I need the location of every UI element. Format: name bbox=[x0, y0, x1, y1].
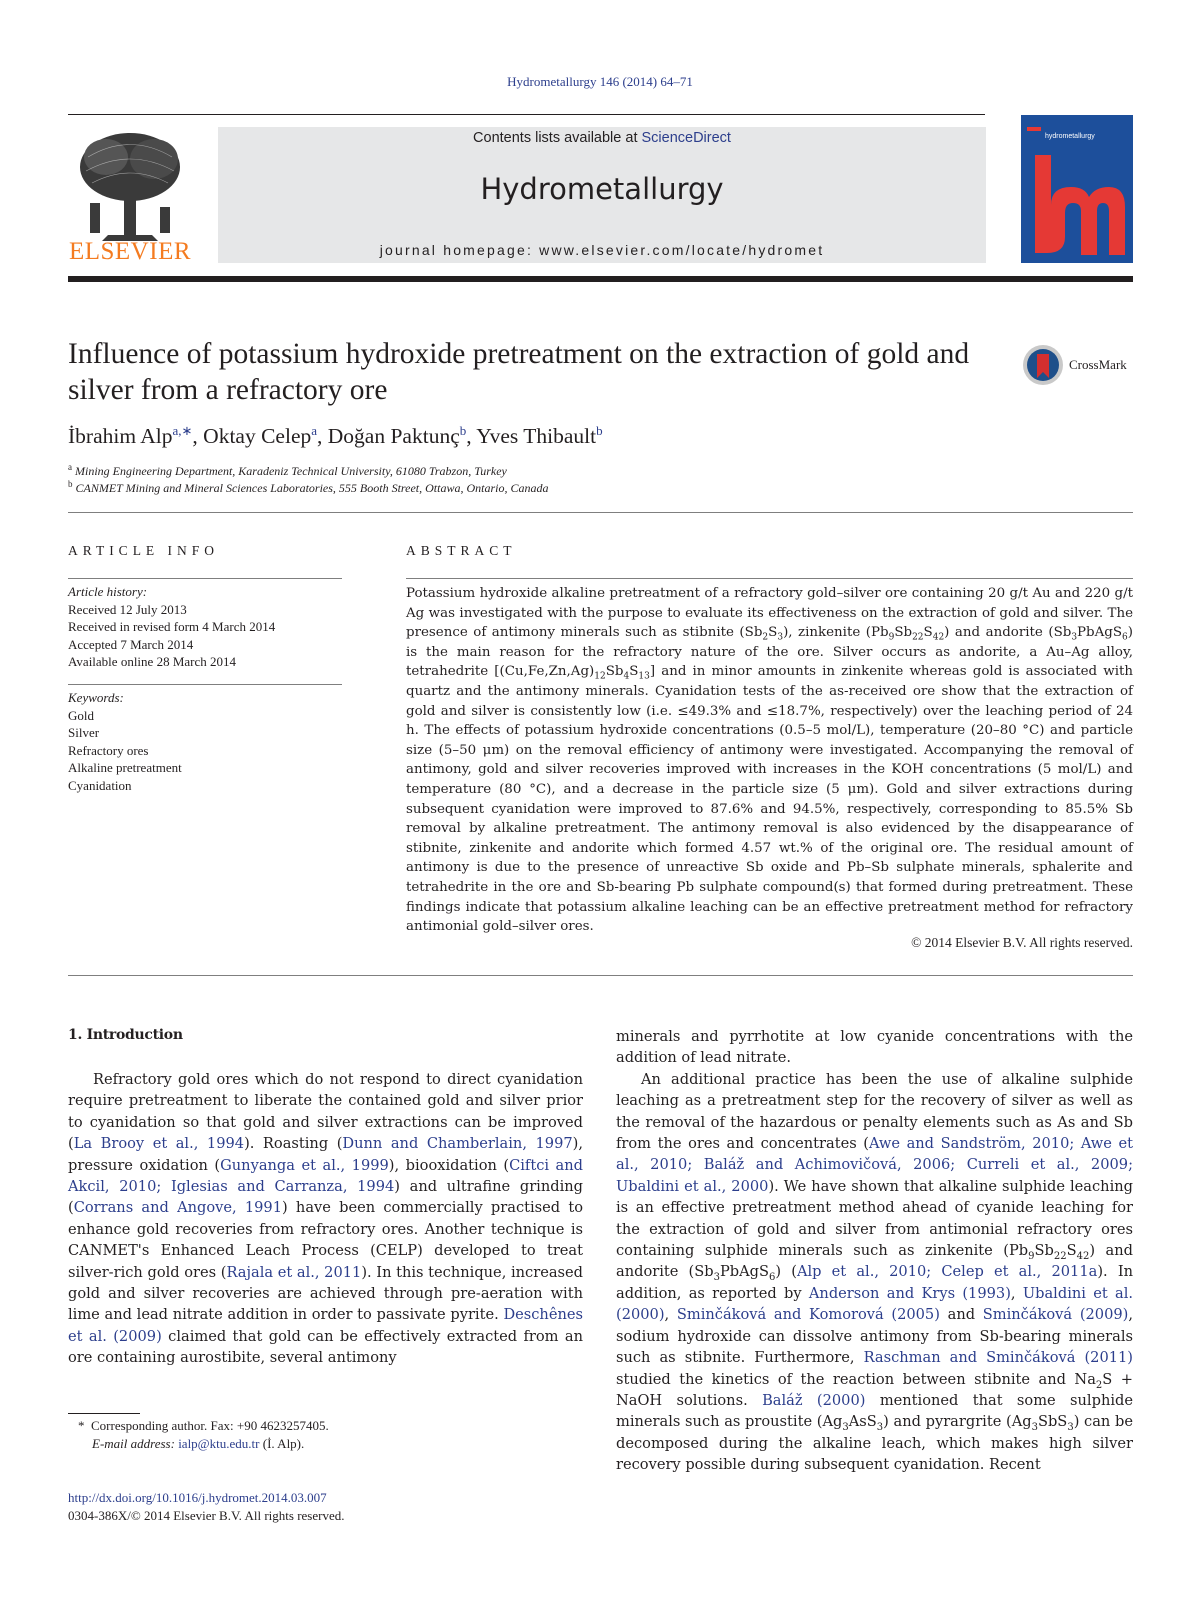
author-name: Yves Thibault bbox=[476, 424, 597, 449]
body-column-left: Refractory gold ores which do not respond to direct cyanidation require pretreatment to liberate the contained gold and silver prior to cyanidation so that gold and silver extractions can be improved (La Brooy et al., 1994). Roasting (Dunn and Chamberlain, 1997), pressure oxidation (Gunyanga et al., 1999), biooxidation (Ciftci and Akcil, 2010; Iglesias and Carranza, 1994) and ultrafine grinding (Corrans and Angove, 1991) have been commercially practised to enhance gold recoveries from refractory ores. Another technique is CANMET's Enhanced Leach Process (CELP) developed to treat silver-rich gold ores (Rajala et al., 2011). In this technique, increased gold and silver recoveries are achieved through pre-aeration with lime and lead nitrate addition in order to passivate pyrite. Deschênes et al. (2009) claimed that gold can be effectively extracted from an ore containing aurostibite, several antimony bbox=[68, 1071, 583, 1367]
abstract-rule-bottom bbox=[68, 975, 1133, 976]
journal-name: Hydrometallurgy bbox=[480, 172, 724, 206]
contents-prefix: Contents lists available at bbox=[473, 130, 642, 146]
footnote-corresponding-text: Corresponding author. Fax: +90 4623257405. bbox=[91, 1418, 329, 1433]
citation-link[interactable]: Alp et al., 2010; Celep et al., 2011a bbox=[796, 1263, 1098, 1281]
author-name: İbrahim Alp bbox=[68, 424, 173, 449]
email-label: E-mail address: bbox=[92, 1436, 175, 1451]
author-affiliation-mark[interactable]: b bbox=[596, 423, 603, 438]
keywords-list bbox=[68, 689, 342, 794]
keywords-label: Keywords: bbox=[68, 690, 124, 705]
article-info-rule bbox=[68, 578, 342, 579]
history-item: Received 12 July 2013 bbox=[68, 601, 187, 617]
abstract-copyright: © 2014 Elsevier B.V. All rights reserved. bbox=[911, 935, 1133, 950]
footnote-corresponding bbox=[78, 1418, 329, 1434]
doi-link[interactable]: http://dx.doi.org/10.1016/j.hydromet.2014.03.007 bbox=[68, 1490, 327, 1505]
citation-link[interactable]: Gunyanga et al., 1999 bbox=[220, 1156, 389, 1174]
citation-link[interactable]: Ubaldini et al. (2000) bbox=[616, 1284, 1134, 1324]
affiliation-rule bbox=[68, 512, 1133, 513]
keyword-item: Alkaline pretreatment bbox=[68, 760, 182, 775]
article-history bbox=[68, 583, 342, 671]
author-separator: , bbox=[466, 424, 477, 449]
crossmark-label[interactable]: CrossMark bbox=[1069, 357, 1127, 372]
email-link[interactable]: ialp@ktu.edu.tr bbox=[178, 1436, 260, 1451]
header-rule bbox=[68, 114, 985, 115]
affiliation-mark: b bbox=[68, 479, 73, 489]
abstract-text: Potassium hydroxide alkaline pretreatment of a refractory gold–silver ore containing 20 g/t Au and 220 g/t Ag was investigated with the purpose to evaluate its effectiveness on the extraction of gold and silver. The presence of antimony minerals such as stibnite $(Sb_2S_3)$, zinkenite $(Pb_9Sb_{22}S_{42})$ and andorite $(Sb_3PbAgS_6)$ is the main reason for the refractory nature of the ore. Silver occurs as andorite, a Au–Ag alloy, tetrahedrite $[(Cu,Fe,Zn,Ag)_{12}Sb_4S_{13}]$ and in minor amounts in zinkenite whereas gold is associated with quartz and the antimony minerals. Cyanidation tests of the as-received ore show that the extraction of gold and silver is consistently low (i.e. ≤49.3% and ≤18.7%, respectively) over the leaching period of 24 h. The effects of potassium hydroxide concentrations (0.5–5 mol/L), temperature (20–80 °C) and particle size (5–50 μm) on the removal efficiency of antimony were investigated. Accompanying the removal of antimony, gold and silver recoveries improved with increases in the KOH concentrations (5 mol/L) and temperature (80 °C), and a decrease in the particle size (5 μm). Gold and silver extractions during subsequent cyanidation were improved to 87.6% and 94.5%, respectively, corresponding to 85.5% Sb removal by alkaline pretreatment. The antimony removal is also evidenced by the disappearance of stibnite, zinkenite and andorite which formed 4.57 wt.% of the original ore. The residual amount of antimony is due to the presence of unreactive Sb oxide and Pb–Sb sulphate minerals, sphalerite and tetrahedrite in the ore and Sb-bearing Pb sulphate compound(s) that formed during pretreatment. These findings indicate that potassium alkaline leaching can be an effective pretreatment method for refractory antimonial gold–silver ores. bbox=[406, 586, 1134, 935]
contents-available-line bbox=[218, 130, 986, 146]
elsevier-wordmark: ELSEVIER bbox=[68, 238, 192, 265]
author-separator: , bbox=[192, 424, 204, 449]
affiliation-mark: a bbox=[68, 462, 72, 472]
affiliation-text: Mining Engineering Department, Karadeniz Technical University, 61080 Trabzon, Turkey bbox=[75, 464, 507, 478]
abstract-rule-top bbox=[406, 578, 1133, 579]
citation-link[interactable]: Dunn and Chamberlain, 1997 bbox=[342, 1135, 573, 1153]
keyword-item: Gold bbox=[68, 707, 94, 723]
affiliation-text: CANMET Mining and Mineral Sciences Laboratories, 555 Booth Street, Ottawa, Ontario, Canada bbox=[75, 481, 549, 495]
affiliation-b bbox=[68, 479, 549, 496]
abstract-heading: ABSTRACT bbox=[406, 543, 517, 558]
citation-link[interactable]: Baláž (2000) bbox=[762, 1391, 866, 1409]
citation-link[interactable]: Ciftci and Akcil, 2010; Iglesias and Carranza, 1994 bbox=[68, 1156, 583, 1196]
author-separator: , bbox=[317, 424, 328, 449]
cover-title: hydrometallurgy bbox=[1045, 133, 1095, 140]
body-column-right: minerals and pyrrhotite at low cyanide concentrations with the addition of lead nitrate. An additional practice has been the use of alkaline sulphide leaching as a pretreatment step for the recovery of silver as well as the removal of the hazardous or penalty elements such as As and Sb from the ores and concentrates (Awe and Sandström, 2010; Awe et al., 2010; Baláž and Achimovičová, 2006; Curreli et al., 2009; Ubaldini et al., 2000). We have shown that alkaline sulphide leaching is an effective pretreatment method ahead of cyanide leaching for the extraction of gold and silver from antimonial refractory ores containing sulphide minerals such as zinkenite $(Pb_9Sb_{22}S_{42})$ and andorite $(Sb_3PbAgS_6)$ (Alp et al., 2010; Celep et al., 2011a). In addition, as reported by Anderson and Krys (1993), Ubaldini et al. (2000), Sminčáková and Komorová (2005) and Sminčáková (2009), sodium hydroxide can dissolve antimony from Sb-bearing minerals such as stibnite. Furthermore, Raschman and Sminčáková (2011) studied the kinetics of the reaction between stibnite and $Na_2S$ + NaOH solutions. Baláž (2000) mentioned that some sulphide minerals such as proustite $(Ag_3AsS_3)$ and pyrargrite $(Ag_3SbS_3)$ can be decomposed during the alkaline leach, which makes high silver recovery possible during subsequent cyanidation. Recent bbox=[616, 1028, 1134, 1474]
citation-link[interactable]: Rajala et al., 2011 bbox=[226, 1263, 362, 1281]
citation-link[interactable]: Sminčáková and Komorová (2005) bbox=[676, 1306, 940, 1324]
history-item: Available online 28 March 2014 bbox=[68, 654, 236, 669]
article-info-heading: ARTICLE INFO bbox=[68, 543, 220, 558]
keyword-item: Refractory ores bbox=[68, 742, 149, 758]
keyword-item: Silver bbox=[68, 725, 100, 740]
citation-link[interactable]: Raschman and Sminčáková (2011) bbox=[863, 1349, 1133, 1367]
citation-link[interactable]: Sminčáková (2009) bbox=[982, 1306, 1129, 1324]
sciencedirect-link[interactable]: ScienceDirect bbox=[641, 130, 731, 146]
journal-cover-thumbnail[interactable] bbox=[1021, 115, 1133, 263]
history-label: Article history: bbox=[68, 584, 148, 599]
issn-line: 0304-386X/© 2014 Elsevier B.V. All rights reserved. bbox=[68, 1508, 345, 1523]
citation-link[interactable]: Anderson and Krys (1993) bbox=[808, 1284, 1011, 1302]
citation-link[interactable]: Corrans and Angove, 1991 bbox=[73, 1199, 283, 1217]
affiliation-a bbox=[68, 462, 507, 479]
journal-citation[interactable]: Hydrometallurgy 146 (2014) 64–71 bbox=[507, 74, 693, 89]
header-thick-rule bbox=[68, 276, 1133, 282]
citation-link[interactable]: Awe and Sandström, 2010; Awe et al., 2010; Baláž and Achimovičová, 2006; Curreli et al., 2009; Ubaldini et al., 2000 bbox=[616, 1135, 1133, 1195]
footnote-email bbox=[92, 1436, 304, 1452]
crossmark-icon[interactable] bbox=[1022, 344, 1064, 386]
author-affiliation-mark[interactable]: a bbox=[311, 423, 318, 438]
author-list bbox=[68, 423, 603, 449]
journal-homepage[interactable]: journal homepage: www.elsevier.com/locate/hydromet bbox=[379, 242, 825, 258]
citation-link[interactable]: La Brooy et al., 1994 bbox=[73, 1135, 245, 1153]
email-suffix: (İ. Alp). bbox=[259, 1436, 305, 1451]
history-item: Accepted 7 March 2014 bbox=[68, 636, 194, 652]
footnote-mark: * bbox=[78, 1418, 85, 1433]
author-name: Oktay Celep bbox=[203, 424, 312, 449]
history-item: Received in revised form 4 March 2014 bbox=[68, 619, 276, 634]
article-title: Influence of potassium hydroxide pretreatment on the extraction of gold and silver from a refractory ore bbox=[68, 338, 970, 406]
citation-link[interactable]: Deschênes et al. (2009) bbox=[68, 1306, 583, 1345]
author-affiliation-mark[interactable]: b bbox=[459, 423, 467, 438]
section-heading: 1. Introduction bbox=[68, 1027, 183, 1043]
author-affiliation-mark[interactable]: a,∗ bbox=[172, 423, 193, 438]
keyword-item: Cyanidation bbox=[68, 777, 132, 793]
footnote-rule bbox=[68, 1413, 140, 1414]
author-name: Doğan Paktunç bbox=[327, 424, 460, 449]
keywords-rule bbox=[68, 684, 342, 685]
